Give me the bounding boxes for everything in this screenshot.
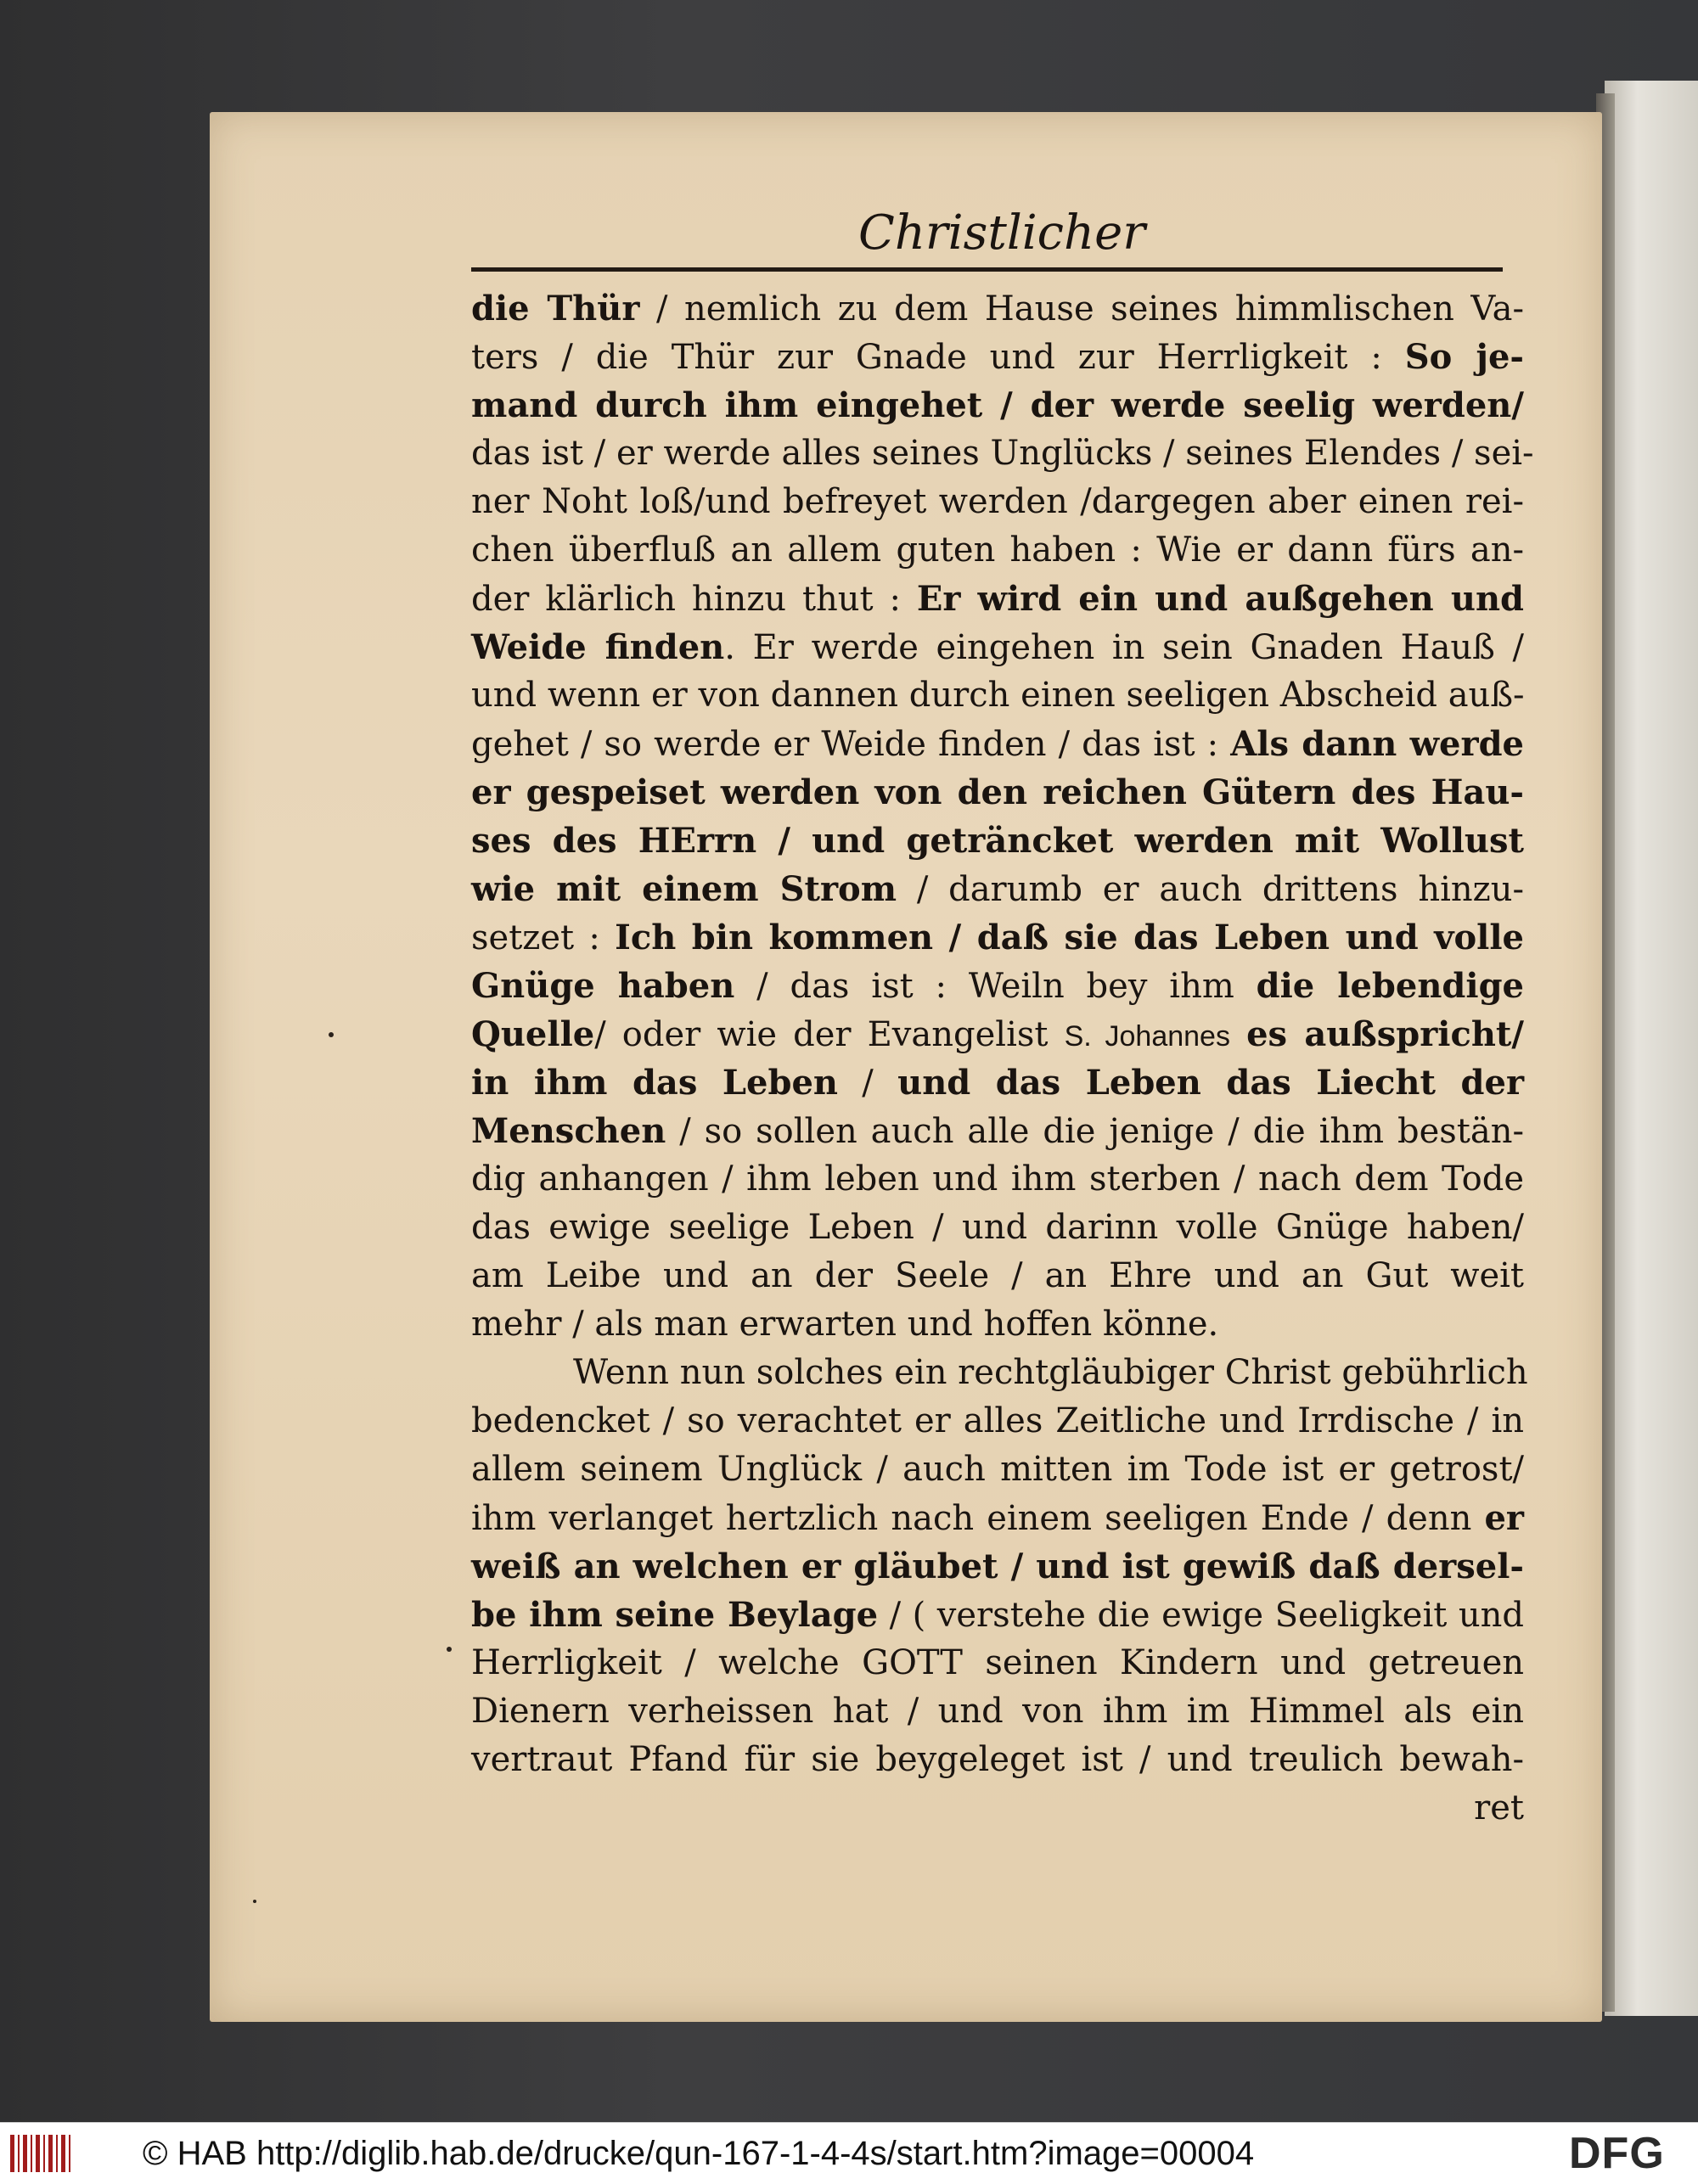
body-text: gehet / so werde er Weide finden / das ist :: [471, 725, 1231, 764]
text-line: [471, 284, 1524, 333]
text-line: [471, 478, 1524, 526]
text-line: [471, 1058, 1524, 1107]
body-text: das ist / er werde alles seines Unglücks / seines Elendes / sei-: [471, 434, 1534, 473]
text-line: [471, 575, 1524, 623]
barcode-icon: [10, 2135, 73, 2172]
emphasis-text: die Thür: [471, 289, 640, 328]
adjacent-page-edge: [1605, 81, 1698, 2016]
text-line: [471, 1639, 1524, 1687]
body-text: ihm verlanget hertzlich nach einem seeligen Ende / denn: [471, 1499, 1485, 1538]
body-text: chen überfluß an allem guten haben : Wie er dann fürs an-: [471, 531, 1524, 570]
text-line: [471, 865, 1524, 913]
emphasis-text: er gespeiset werden von den reichen Gütern des Hau-: [471, 772, 1524, 812]
emphasis-text: weiß an welchen er gläubet / und ist gewiß daß dersel-: [471, 1547, 1524, 1586]
body-text: setzet :: [471, 918, 616, 957]
ink-speck: [329, 1032, 334, 1037]
text-line: [471, 1687, 1524, 1736]
text-line: [471, 962, 1524, 1010]
body-text: / das ist : Weiln bey ihm: [734, 967, 1257, 1006]
body-text: ters / die Thür zur Gnade und zur Herrligkeit :: [471, 338, 1405, 377]
text-line: [471, 1542, 1524, 1591]
emphasis-text: mand durch ihm eingehet / der werde seelig werden/: [471, 385, 1524, 425]
emphasis-text: Weide finden: [471, 627, 725, 667]
text-line: [471, 430, 1534, 478]
text-line: [471, 1204, 1524, 1252]
body-text: [1230, 1015, 1246, 1054]
text-line: [471, 1155, 1524, 1204]
text-line: [471, 913, 1524, 962]
ink-speck: [253, 1900, 256, 1903]
ink-speck: [447, 1647, 452, 1652]
text-line: [471, 623, 1524, 671]
emphasis-text: Er wird ein und außgehen und: [916, 579, 1524, 619]
body-text: der klärlich hinzu thut :: [471, 580, 917, 619]
body-text: / ( verstehe die ewige Seeligkeit und: [878, 1596, 1524, 1635]
credit-link[interactable]: © HAB http://diglib.hab.de/drucke/qun-167-1-4-4s/start.htm?image=00004: [143, 2135, 1255, 2172]
emphasis-text: Gnüge haben: [471, 966, 735, 1006]
text-line: [471, 817, 1524, 865]
text-line: [471, 1107, 1524, 1155]
text-line: [471, 526, 1524, 575]
body-text: / darumb er auch drittens hinzu-: [897, 870, 1524, 909]
text-line: [471, 1252, 1524, 1300]
body-text: mehr / als man erwarten und hoffen könne.: [471, 1305, 1219, 1344]
body-text: Wenn nun solches ein rechtgläubiger Christ gebührlich: [573, 1353, 1528, 1392]
emphasis-text: Ich bin kommen / daß sie das Leben und volle: [615, 918, 1524, 957]
emphasis-text: die lebendige: [1256, 966, 1525, 1006]
body-text: S. Johannes: [1064, 1020, 1230, 1053]
body-text: /: [837, 1064, 898, 1103]
emphasis-text: be ihm seine Beylage: [471, 1595, 879, 1635]
text-line: [471, 1397, 1524, 1446]
body-text: / oder wie der Evangelist: [594, 1015, 1065, 1054]
body-text: / so sollen auch alle die jenige / die ihm bestän-: [666, 1112, 1524, 1151]
body-text: Herrligkeit / welche GOTT seinen Kindern und getreuen: [471, 1643, 1524, 1682]
text-line: [471, 1446, 1524, 1494]
emphasis-text: es außspricht/: [1246, 1014, 1524, 1054]
emphasis-text: ses des HErrn / und geträncket werden mit Wollust: [471, 821, 1524, 861]
text-line: [471, 1736, 1524, 1784]
page-text: [471, 284, 1534, 1833]
text-line: [471, 671, 1524, 720]
text-line: [471, 381, 1524, 430]
footer-bar: [0, 2122, 1698, 2184]
body-text: bedencket / so verachtet er alles Zeitliche und Irrdische / in: [471, 1401, 1524, 1440]
text-line: [471, 720, 1524, 768]
text-line: [471, 333, 1524, 381]
emphasis-text: er: [1484, 1498, 1524, 1538]
catchword: ret: [1474, 1788, 1524, 1827]
body-text: Dienern verheissen hat / und von ihm im Himmel als ein: [471, 1692, 1524, 1731]
text-line: [471, 1010, 1524, 1058]
body-text: das ewige seelige Leben / und darinn volle Gnüge haben/: [471, 1208, 1524, 1247]
text-line: [471, 1591, 1524, 1639]
body-text: vertraut Pfand für sie beygeleget ist / und treulich bewah-: [471, 1740, 1524, 1779]
text-line: [471, 1349, 1528, 1397]
body-text: ner Noht loß/und befreyet werden /dargegen aber einen rei-: [471, 482, 1524, 521]
emphasis-text: in ihm das Leben: [471, 1063, 838, 1103]
dfg-logo: DFG: [1569, 2129, 1665, 2178]
body-text: dig anhangen / ihm leben und ihm sterben / nach dem Tode: [471, 1159, 1524, 1199]
running-head: Christlicher: [858, 205, 1145, 261]
body-text: und wenn er von dannen durch einen seeligen Abscheid auß-: [471, 676, 1525, 715]
body-text: allem seinem Unglück / auch mitten im Tode ist er getrost/: [471, 1450, 1524, 1489]
emphasis-text: wie mit einem Strom: [471, 869, 897, 909]
emphasis-text: So je-: [1404, 337, 1525, 377]
body-text: / nemlich zu dem Hause seines himmlischen Va-: [639, 289, 1524, 328]
emphasis-text: und das Leben das Liecht der: [897, 1063, 1525, 1103]
emphasis-text: Menschen: [471, 1111, 666, 1151]
body-text: . Er werde eingehen in sein Gnaden Hauß /: [724, 628, 1525, 667]
text-line: [471, 1494, 1524, 1542]
emphasis-text: Als dann werde: [1230, 724, 1524, 764]
body-text: am Leibe und an der Seele / an Ehre und an Gut weit: [471, 1256, 1524, 1295]
text-line: [471, 768, 1524, 817]
text-line: [471, 1300, 1524, 1349]
head-rule: [471, 267, 1503, 272]
emphasis-text: Quelle: [471, 1014, 595, 1054]
